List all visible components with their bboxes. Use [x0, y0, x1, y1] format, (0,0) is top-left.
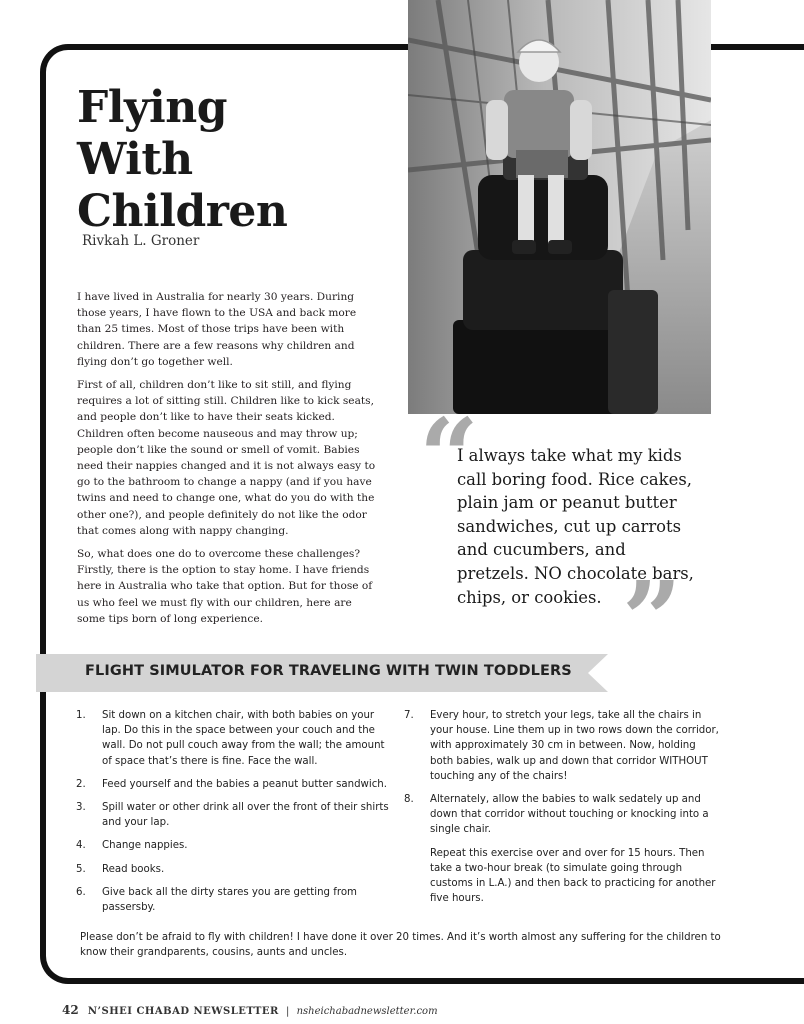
- magazine-name: N’SHEI CHABAD NEWSLETTER: [87, 1006, 279, 1017]
- step-item: [76, 708, 390, 769]
- step-text: Give back all the dirty stares you are getting from passersby.: [102, 886, 357, 914]
- step-text: Read books.: [102, 863, 165, 875]
- title-line: With: [77, 134, 193, 185]
- article-title: [77, 82, 287, 238]
- step-item: [76, 800, 390, 830]
- step-text: Alternately, allow the babies to walk sedately up and down that corridor without touching or knocking into a single chair.: [430, 794, 709, 836]
- repeat-instructions: Repeat this exercise over and over for 15 hours. Then take a two-hour break (to simulate going through customs in L.A.) and then back to practicing for another five hours.: [430, 847, 716, 905]
- intro-paragraph: First of all, children don’t like to sit still, and flying requires a lot of sitting still. Children like to kick seats, and people don’t like to have their seats kicked. Children often become nauseous and may throw up; people don’t like the sound or smell of vomit. Babies need their nappies changed and it is not always easy to go to the bathroom to change a nappy (and if you have twins and need to change one, what do you do with the other one?), and people definitely do not like the odor that comes along with nappy changing.: [77, 379, 376, 537]
- steps-column-right: [404, 708, 722, 906]
- pull-quote: I always take what my kids call boring food. Rice cakes, plain jam or peanut butter sandwiches, cut up carrots and cucumbers, and pretzels. NO chocolate bars, chips, or cookies.: [457, 446, 694, 607]
- closing-paragraph: Please don’t be afraid to fly with children! I have done it over 20 times. And it’s worth almost any suffering for the children to know their grandparents, cousins, aunts and uncles.: [80, 932, 721, 959]
- sidebar-banner: [36, 654, 608, 692]
- step-item: [76, 838, 390, 853]
- page-number: 42: [62, 1003, 79, 1017]
- step-text: Sit down on a kitchen chair, with both babies on your lap. Do this in the space between your couch and the wall. Do not pull couch away from the wall; the amount of space that’s there is fine. Face the wall.: [102, 710, 385, 767]
- step-number: 7.: [404, 710, 414, 721]
- intro-paragraph: So, what does one do to overcome these challenges? Firstly, there is the option to stay home. I have friends here in Australia who take that option. But for those of us who feel we must fly with our children, here are some tips born of long experience.: [77, 548, 373, 625]
- footer-separator: |: [286, 1006, 290, 1017]
- step-number: 3.: [76, 802, 86, 814]
- step-number: 4.: [76, 840, 86, 852]
- intro-text: [77, 289, 382, 634]
- step-item: [76, 862, 390, 877]
- banner-title: FLIGHT SIMULATOR FOR TRAVELING WITH TWIN TODDLERS: [85, 663, 572, 679]
- step-item: [404, 708, 722, 784]
- photo-illustration: [408, 0, 711, 414]
- step-text: Spill water or other drink all over the front of their shirts and your lap.: [102, 802, 389, 829]
- step-number: 8.: [404, 794, 414, 806]
- title-line: Children: [77, 186, 288, 237]
- author-byline: Rivkah L. Groner: [82, 233, 200, 249]
- step-item: [76, 885, 390, 915]
- steps-column-left: [76, 708, 390, 923]
- title-line: Flying: [77, 82, 227, 133]
- step-text: Change nappies.: [102, 840, 188, 852]
- step-number: 1.: [76, 710, 86, 721]
- child-on-luggage-photo: [408, 0, 711, 414]
- step-number: 5.: [76, 863, 86, 875]
- step-text: Feed yourself and the babies a peanut butter sandwich.: [102, 778, 388, 790]
- step-number: 6.: [76, 886, 86, 898]
- step-item: [404, 792, 722, 838]
- open-quote-icon: “: [419, 395, 479, 518]
- page-footer: [62, 1003, 438, 1017]
- intro-paragraph: I have lived in Australia for nearly 30 years. During those years, I have flown to the USA and back more than 25 times. Most of those trips have been with children. There are a few reasons why children and flying don’t go together well.: [77, 291, 357, 368]
- close-quote-icon: ”: [622, 558, 682, 681]
- step-item: [76, 777, 390, 792]
- step-number: 2.: [76, 778, 86, 790]
- step-text: Every hour, to stretch your legs, take all the chairs in your house. Line them up in two rows down the corridor, with approximately 30 cm in between. Now, holding both babies, walk up and down that corridor WITHOUT touching any of the chairs!: [430, 710, 719, 782]
- website-url[interactable]: nsheichabadnewsletter.com: [296, 1006, 438, 1017]
